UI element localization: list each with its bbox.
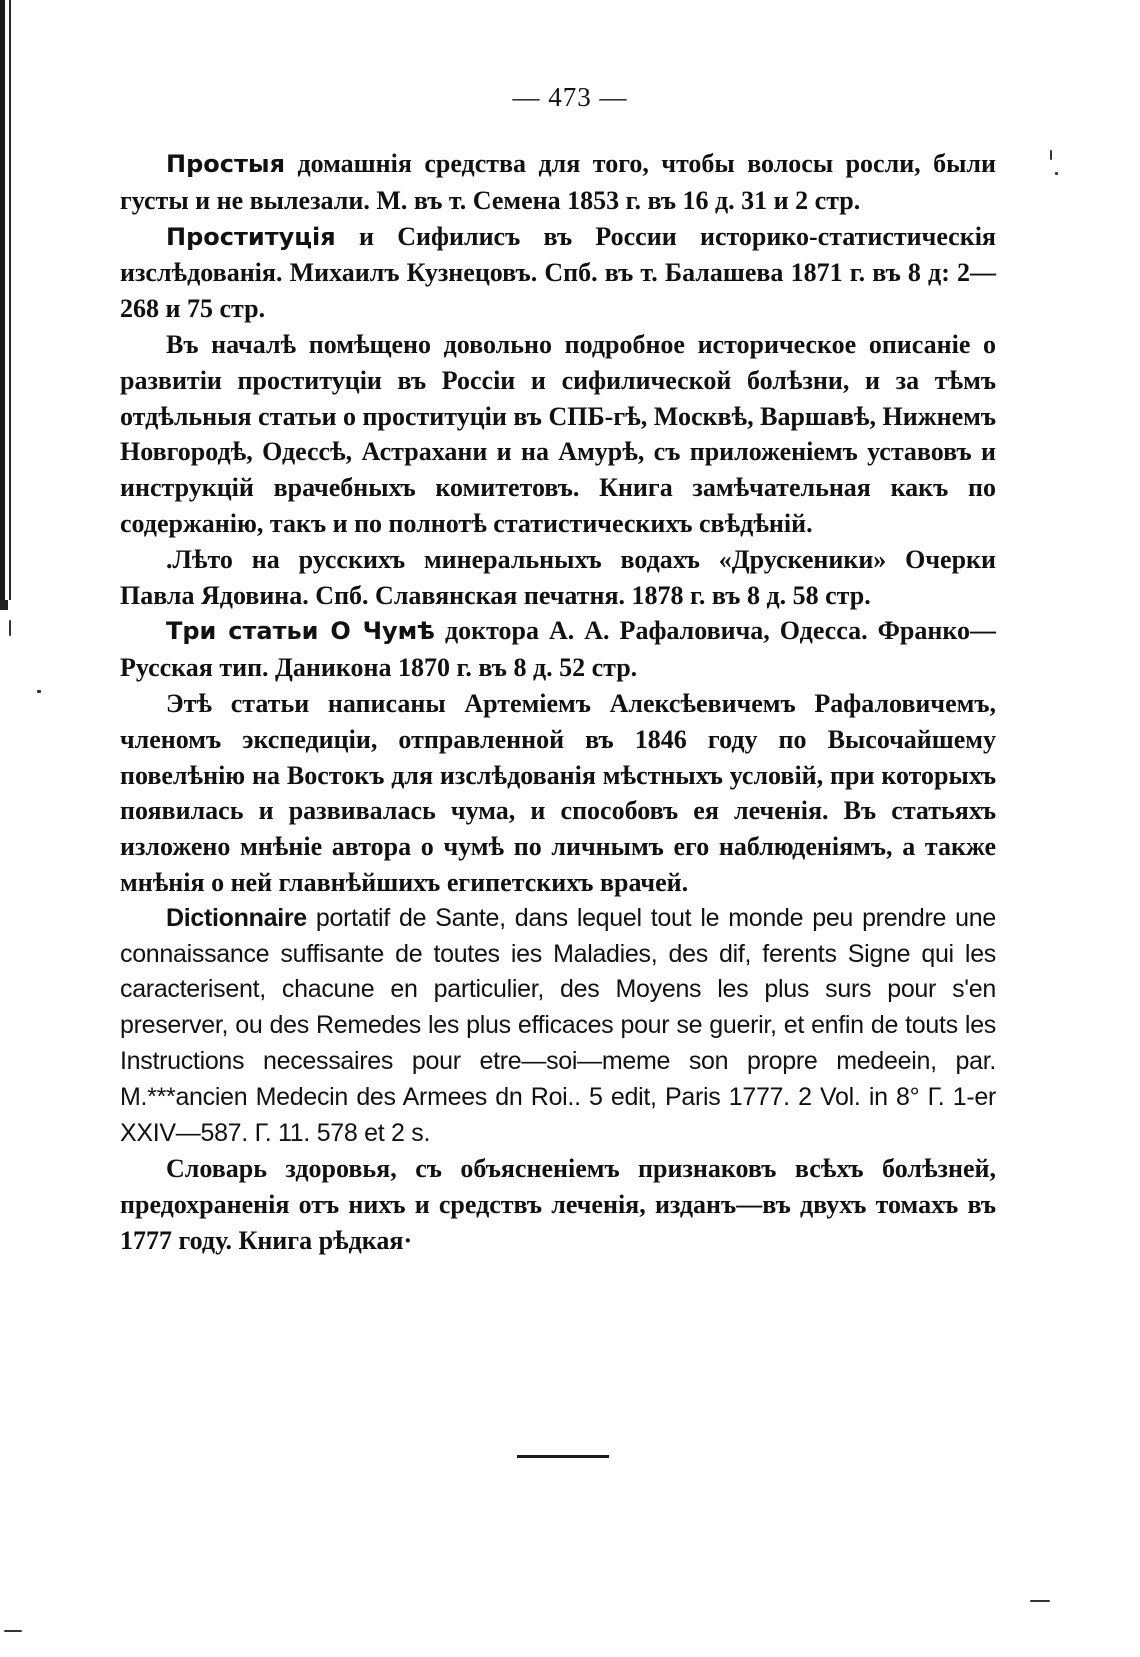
entry-heading: Простыя [166,150,286,178]
end-rule [517,1455,609,1458]
entry-heading: Три статьи О Чумѣ [166,617,435,646]
entry-text: доктора А. А. Рафаловича, Одесса. Франко—Русская тип. Даникона 1870 г. въ 8 д. 52 стр. [120,616,997,683]
entry-annotation [120,686,996,901]
entry-text: Словарь здоровья, съ объясненіемъ признаковъ всѣхъ болѣзней, предохраненія отъ нихъ и средствъ леченія, изданъ—въ двухъ томахъ въ 1777 году. Книга рѣдкая· [120,1154,996,1255]
scan-speck [37,690,41,693]
entry-slovar [120,1151,996,1258]
entry-leto [120,542,996,614]
entry-text: portatif de Sante, dans lequel tout le monde peu prendre une connaissance suffisante de toutes ies Maladies, des dif, ferents Signe qui les caracterisent, chacune en particulier, des Moyens les plus surs pour s'en preserver, ou des Remedes les plus efficaces pour se guerir, et enfin de touts les Instructions necessaires pour etre—soi—meme son propre medeein, par. M.***ancien Medecin des Armees dn Roi.. 5 edit, Paris 1777. 2 Vol. in 8° Г. 1-er XXIV—587. Г. 11. 578 et 2 s. [120,903,996,1147]
page-number: — 473 — [512,82,628,112]
entry-heading: Проституція [166,222,336,251]
entry-text: домашнія средства для того, чтобы волосы росли, были густы и не вылезали. М. въ т. Семена 1853 г. въ 16 д. 31 и 2 стр. [120,149,996,215]
scan-speck [1055,172,1058,175]
entry-prostitutsiya [120,219,996,327]
entry-heading: Dictionnaire [166,903,307,932]
entry-tri-stati [120,613,996,686]
entry-text: и Сифилисъ въ России историко-статистическія изслѣдованія. Михаилъ Кузнецовъ. Спб. въ т. Балашева 1871 г. въ 8 д: 2—268 и 75 стр. [120,221,996,324]
entry-text: Въ началѣ помѣщено довольно подробное историческое описаніе о развитіи проституціи въ Россіи и сифилической болѣзни, и за тѣмъ отдѣльныя статьи о проституціи въ СПБ-гѣ, Москвѣ, Варшавѣ, Нижнемъ Новгородѣ, Одессѣ, Астрахани и на Амурѣ, съ приложеніемъ уставовъ и инструкцій врачебныхъ комитетовъ. Книга замѣчательная какъ по содержанію, такъ и по полнотѣ статистическихъ свѣдѣній. [120,329,996,538]
entry-text: .Лѣто на русскихъ минеральныхъ водахъ «Друскеники» Очерки Павла Ядовина. Спб. Славянская печатня. 1878 г. въ 8 д. 58 стр. [120,544,996,610]
entry-annotation [120,327,996,542]
page-body [120,146,996,1259]
scan-speck [9,620,11,636]
scan-speck [4,1630,22,1632]
scan-speck [1030,1600,1050,1602]
entry-dictionnaire [120,901,996,1152]
scan-speck [1050,150,1052,160]
entry-prostyya [120,146,996,219]
binding-mark [0,600,8,610]
entry-text: Этѣ статьи написаны Артеміемъ Алексѣевичемъ Рафаловичемъ, членомъ экспедиціи, отправленной въ 1846 году по Высочайшему повелѣнію на Востокъ для изслѣдованія мѣстныхъ условій, при которыхъ появилась и развивалась чума, и способовъ ея леченія. Въ статьяхъ изложено мнѣніе автора о чумѣ по личнымъ его наблюденіямъ, а также мнѣнія о ней главнѣйшихъ египетскихъ врачей. [120,688,996,897]
